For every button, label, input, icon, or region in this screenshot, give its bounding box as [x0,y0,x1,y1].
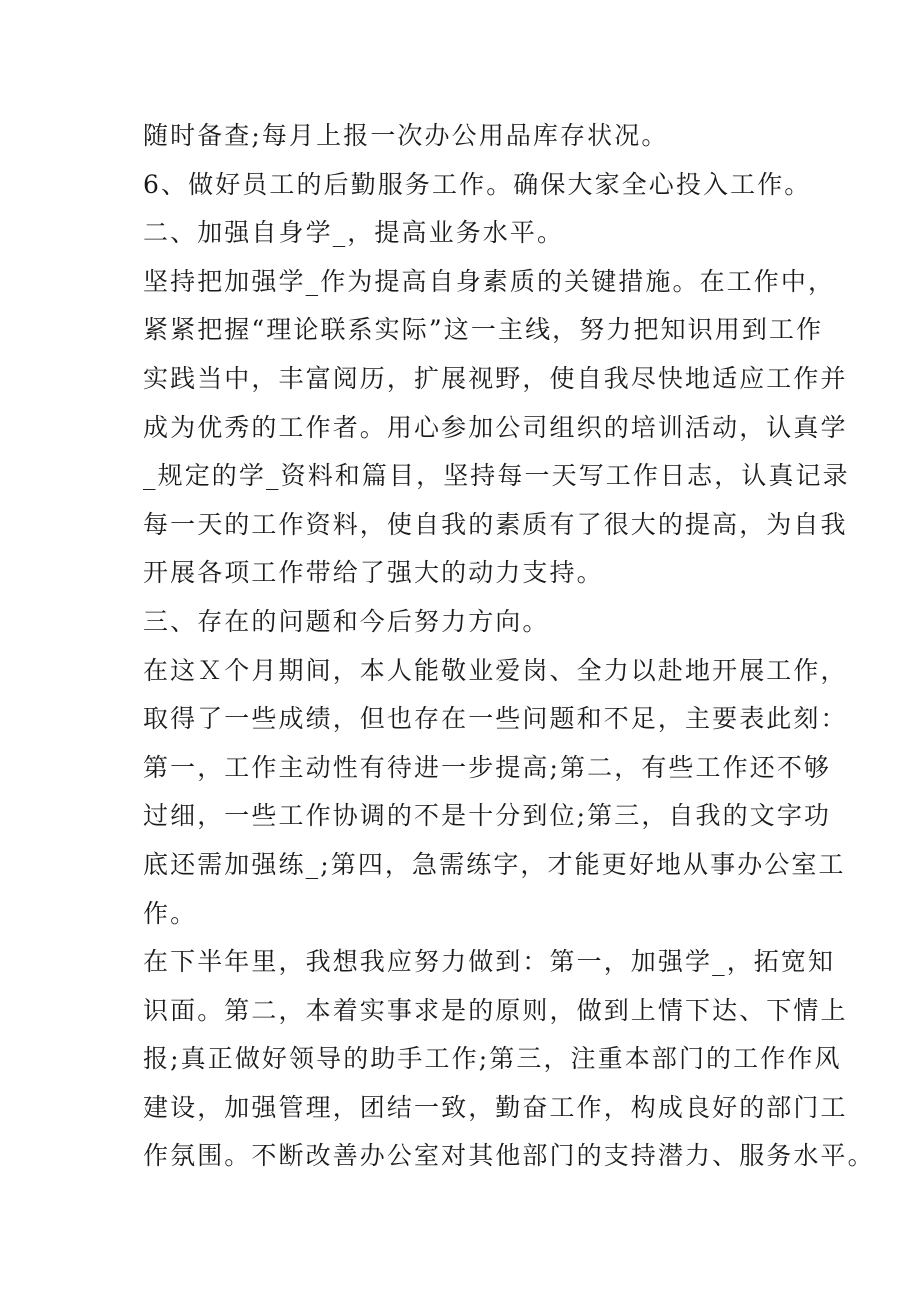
text-line: 成为优秀的工作者。用心参加公司组织的培训活动，认真学 [143,412,848,442]
text-line: 实践当中，丰富阅历，扩展视野，使自我尽快地适应工作并 [143,363,848,393]
text-line: 在这Ｘ个月期间，本人能敬业爱岗、全力以赴地开展工作， [143,655,848,685]
text-line: 作。 [143,898,198,928]
text-line: 建设，加强管理，团结一致，勤奋工作，构成良好的部门工 [143,1092,848,1122]
text-line: 过细，一些工作协调的不是十分到位;第三，自我的文字功 [143,801,832,831]
section-heading: 三、存在的问题和今后努力方向。 [143,606,550,636]
text-line: 随时备查;每月上报一次办公用品库存状况。 [143,121,669,150]
document-body [143,112,875,1181]
text-line: 开展各项工作带给了强大的动力支持。 [143,558,604,588]
text-line: 底还需加强练_;第四，急需练字，才能更好地从事办公室工 [143,849,846,879]
text-line: 第一，工作主动性有待进一步提高;第二，有些工作还不够 [143,752,832,782]
text-line: 报;真正做好领导的助手工作;第三，注重本部门的工作作风 [143,1044,842,1074]
text-line: 紧紧把握“理论联系实际”这一主线，努力把知识用到工作 [143,315,824,345]
text-line: 6、做好员工的后勤服务工作。确保大家全心投入工作。 [143,169,812,199]
text-line: 坚持把加强学_作为提高自身素质的关键措施。在工作中， [143,266,836,296]
section-heading: 二、加强自身学_，提高业务水平。 [143,218,565,248]
text-line: 作氛围。不断改善办公室对其他部门的支持潜力、服务水平。 [143,1141,875,1171]
text-line: _规定的学_资料和篇目，坚持每一天写工作日志，认真记录 [143,461,850,491]
text-line: 识面。第二，本着实事求是的原则，做到上情下达、下情上 [143,995,848,1025]
text-line: 在下半年里，我想我应努力做到：第一，加强学_，拓宽知 [143,947,836,977]
text-line: 每一天的工作资料，使自我的素质有了很大的提高，为自我 [143,509,848,539]
text-line: 取得了一些成绩，但也存在一些问题和不足，主要表此刻： [143,704,848,734]
